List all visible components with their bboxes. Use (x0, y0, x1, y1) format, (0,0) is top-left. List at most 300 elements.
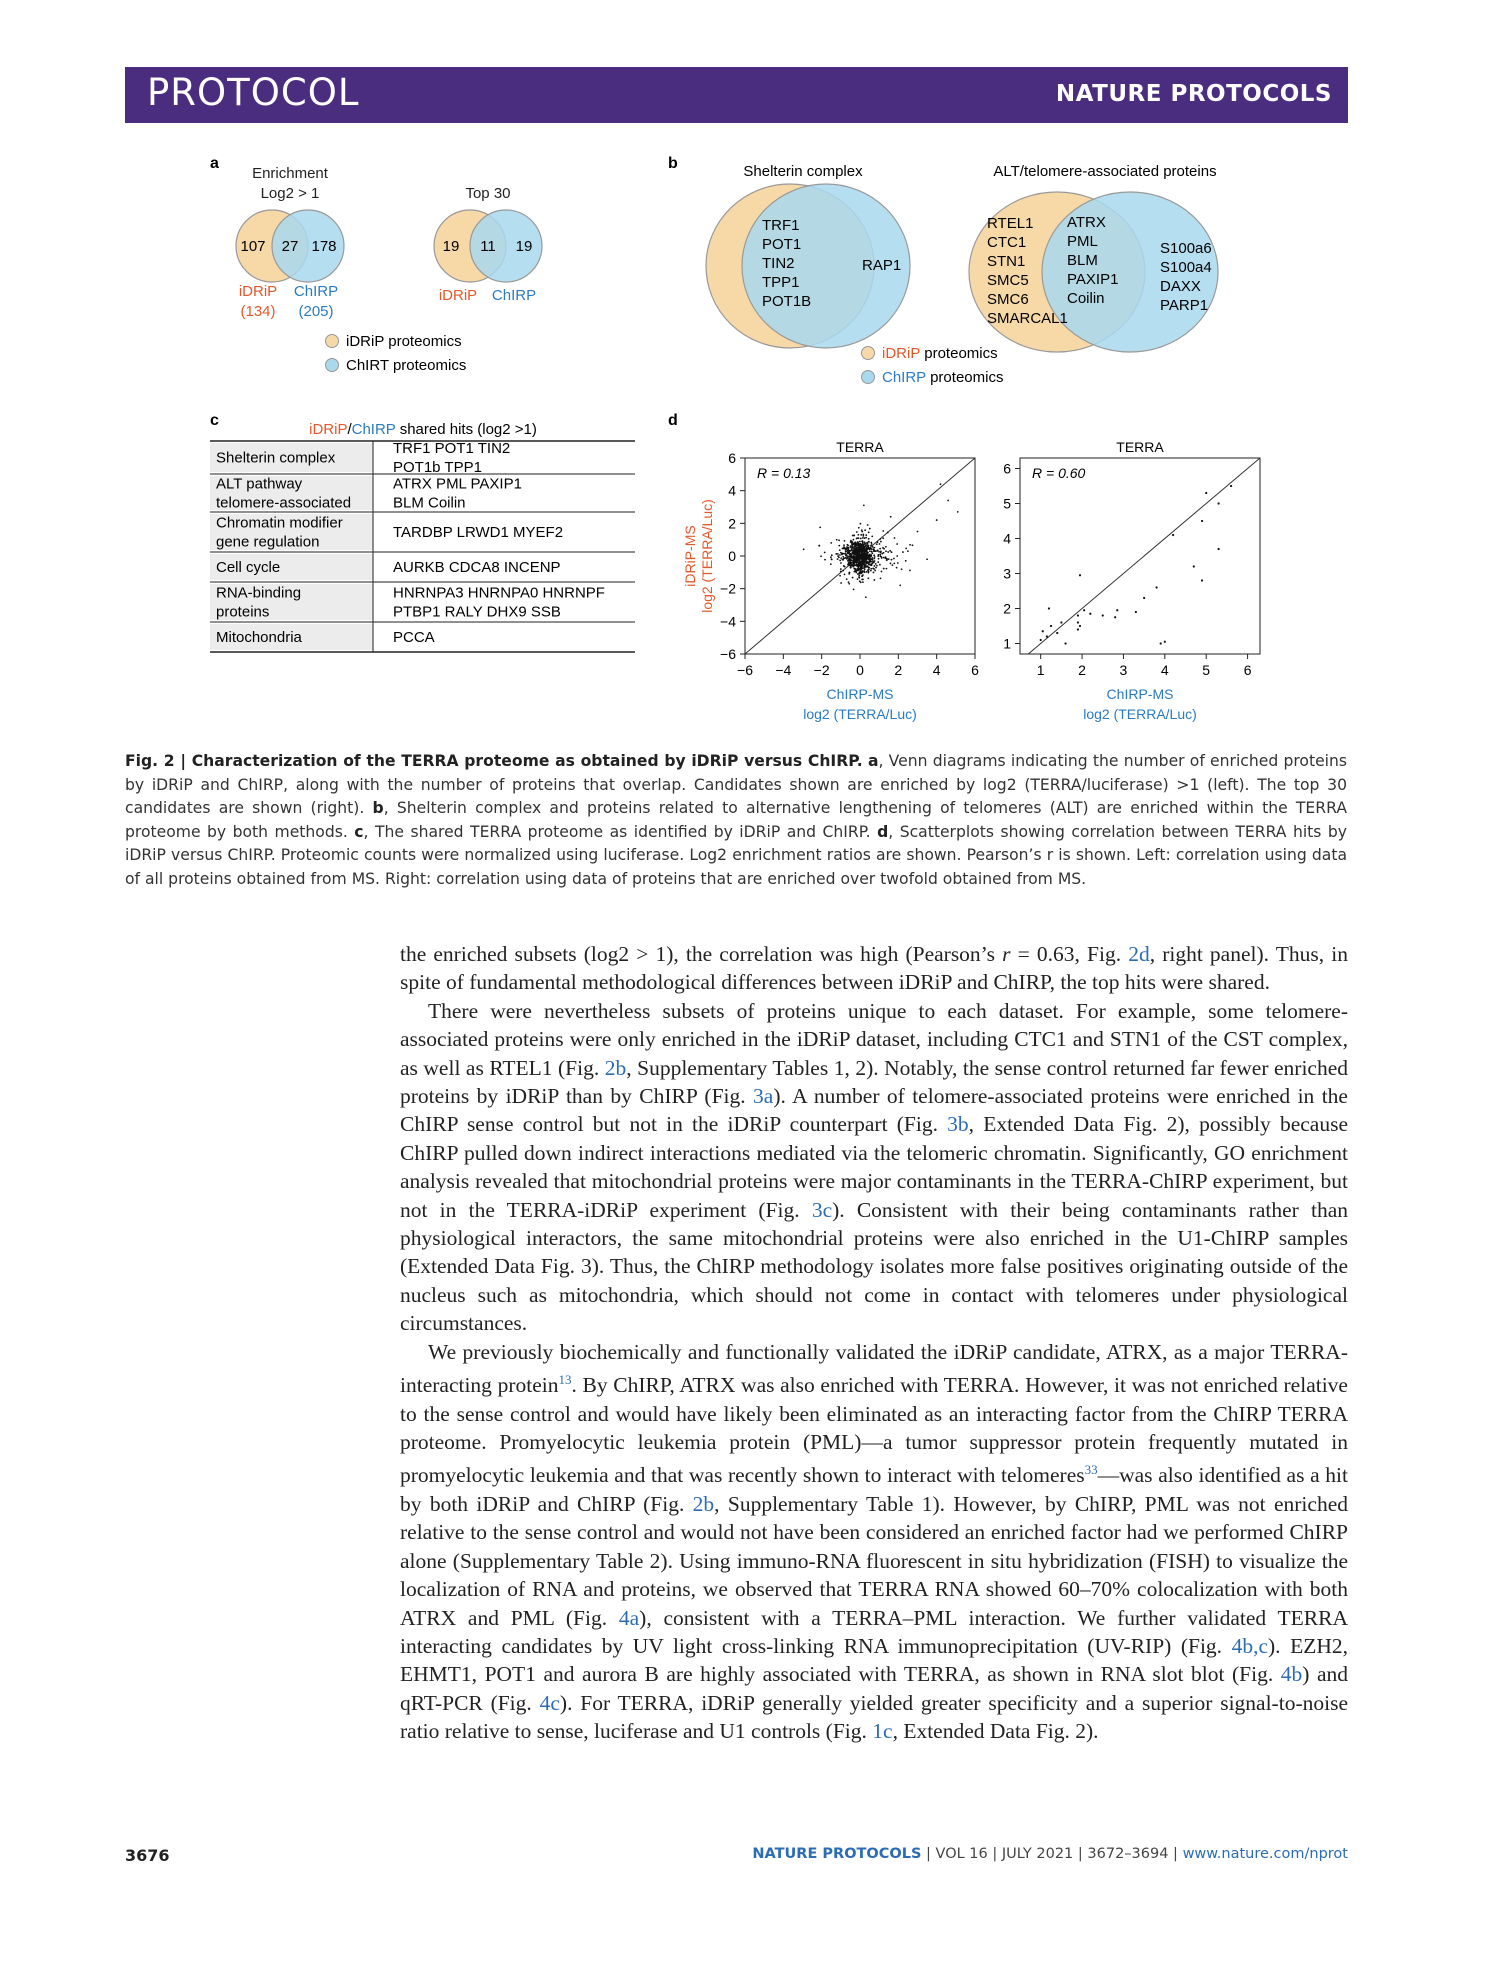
scatter-point (1077, 628, 1079, 630)
scatter-point (1064, 642, 1066, 644)
alt-daxx: DAXX (1160, 278, 1201, 295)
scatter-point (1218, 548, 1220, 550)
scatter-point (868, 547, 870, 549)
chart-title: TERRA (1116, 439, 1164, 455)
scatter-point (878, 558, 880, 560)
scatter-point (1230, 485, 1232, 487)
scatter-point (818, 545, 820, 547)
scatter-point (836, 539, 838, 541)
scatter-point (861, 564, 863, 566)
scatter-point (869, 528, 871, 530)
y-axis-label: iDRiP-MS (682, 525, 698, 587)
scatter-point (1201, 579, 1203, 581)
scatter-point (873, 572, 875, 574)
scatter-point (872, 546, 874, 548)
scatter-point (843, 544, 845, 546)
scatter-point (852, 560, 854, 562)
alt-title: ALT/telomere-associated proteins (993, 163, 1217, 180)
scatter-point (936, 519, 938, 521)
scatter-point (854, 559, 856, 561)
scatter-point (864, 546, 866, 548)
scatter-point (875, 563, 877, 565)
scatter-point (852, 557, 854, 559)
p3-s14: ). For TERRA, iDRiP generally yielded greater specificity and a superior signal-to-noise ratio relative to sense, luciferase and U1 controls (Fig. (400, 1690, 1348, 1744)
b-legend-idrip (882, 345, 998, 362)
scatter-point (844, 557, 846, 559)
scatter-point (879, 543, 881, 545)
scatter-point (853, 552, 855, 554)
body-text (400, 940, 1348, 1746)
alt-smc5: SMC5 (987, 272, 1029, 289)
scatter-point (867, 558, 869, 560)
p3-s8: ), consistent with a TERRA–PML interaction. We further validated TERRA interacting candidates by UV light cross-linking RNA immunoprecipitation (UV-RIP) (Fig. (400, 1605, 1348, 1659)
scatter-point (865, 561, 867, 563)
scatter-point (872, 562, 874, 564)
scatter-point (1218, 502, 1220, 504)
legend-idrip-swatch (326, 335, 339, 348)
scatter-point (853, 565, 855, 567)
scatter-point (846, 550, 848, 552)
p2-ref-2b[interactable]: 2b (604, 1055, 627, 1080)
scatter-point (893, 558, 895, 560)
scatter-point (871, 552, 873, 554)
venn1-idrip-total: (134) (240, 303, 276, 320)
scatter-point (819, 526, 821, 528)
scatter-point (858, 527, 860, 529)
scatter-point (868, 538, 870, 540)
scatter-left (682, 439, 979, 722)
scatter-point (877, 555, 879, 557)
scatter-point (858, 569, 860, 571)
scatter-point (860, 550, 862, 552)
venn1-right-count: 178 (311, 238, 337, 255)
alt-parp1: PARP1 (1160, 297, 1209, 314)
scatter-point (867, 551, 869, 553)
p3-s6: , Supplementary Table 1). However, by ChIRP, PML was not enriched relative to the sense control and would not have been considered an enriched factor had we performed ChIRP alone (Supplementary Table 2). Using immuno-RNA fluorescent in situ hybridization (FISH) to visualize the localization of RNA and proteins, we observed that TERRA RNA showed 60–70% colocalization with both ATRX and PML (Fig. (400, 1492, 1348, 1630)
table-category-text: Mitochondria (216, 629, 302, 646)
b-legend-chirp (882, 369, 1003, 386)
p3-ref-2b[interactable]: 2b (692, 1492, 715, 1517)
shelterin-pot1b: POT1B (762, 293, 812, 310)
scatter-point (866, 571, 868, 573)
p3-s16: , Extended Data Fig. 2). (892, 1719, 1099, 1744)
scatter-point (1050, 625, 1052, 627)
scatter-point (877, 550, 879, 552)
scatter-point (863, 556, 865, 558)
panel-d-letter: d (668, 412, 678, 429)
table-hits-text: AURKB CDCA8 INCENP (393, 559, 561, 576)
scatter-point (878, 551, 880, 553)
y-axis-label-2: log2 (TERRA/Luc) (699, 499, 715, 613)
scatter-point (917, 531, 919, 533)
scatter-point (848, 573, 850, 575)
scatter-point (853, 588, 855, 590)
panel-a-letter: a (210, 155, 219, 172)
y-tick-label: 2 (1003, 600, 1011, 617)
b-legend-idrip-swatch (862, 347, 875, 360)
y-tick-label: 4 (1003, 530, 1011, 547)
scatter-point (846, 546, 848, 548)
p2-ref-3a[interactable]: 3a (753, 1084, 774, 1109)
scatter-point (838, 539, 840, 541)
scatter-point (845, 548, 847, 550)
scatter-point (896, 555, 898, 557)
scatter-point (905, 548, 907, 550)
alt-smarcal1: SMARCAL1 (987, 310, 1068, 327)
scatter-point (869, 562, 871, 564)
caption-a: a (867, 752, 879, 770)
scatter-point (872, 559, 874, 561)
scatter-point (860, 572, 862, 574)
scatter-point (843, 565, 845, 567)
y-tick-label: 3 (1003, 565, 1011, 582)
scatter-point (858, 545, 860, 547)
scatter-point (855, 551, 857, 553)
venn1-chirp-total: (205) (298, 303, 334, 320)
b-legend-idrip-suffix: proteomics (924, 345, 998, 362)
scatter-point (862, 554, 864, 556)
scatter-point (837, 558, 839, 560)
table-category-text: Shelterin complex (216, 449, 336, 467)
correlation-annotation: R = 0.60 (1032, 465, 1086, 481)
x-axis-label-2: log2 (TERRA/Luc) (803, 706, 917, 722)
p1-s4: , right panel). Thus, in spite of fundamental methodological differences between iDRiP and ChIRP, the top hits were shared. (400, 942, 1348, 995)
p3-s0: We previously biochemically and functionally validated the iDRiP candidate, ATRX, as a major TERRA-interacting protein (400, 1339, 1348, 1398)
scatter-point (873, 558, 875, 560)
caption-b: b (372, 799, 384, 817)
alt-ctc1: CTC1 (987, 234, 1027, 251)
scatter-point (885, 546, 887, 548)
scatter-point (870, 542, 872, 544)
scatter-point (877, 541, 879, 543)
paragraph-1 (400, 940, 1348, 997)
scatter-point (1040, 639, 1042, 641)
figure-caption (125, 750, 1347, 891)
scatter-point (824, 552, 826, 554)
scatter-point (1155, 586, 1157, 588)
scatter-point (1079, 625, 1081, 627)
p2-s0: There were nevertheless subsets of proteins unique to each dataset. For example, some telomere-associated proteins were only enriched in the iDRiP dataset, including CTC1 and STN1 of the CST complex, as well as RTEL1 (Fig. (400, 998, 1348, 1080)
scatter-point (849, 559, 851, 561)
scatter-point (854, 544, 856, 546)
shelterin-trf1: TRF1 (762, 217, 800, 234)
scatter-point (874, 570, 876, 572)
table-category-text: ALT pathway (216, 475, 303, 493)
scatter-point (864, 567, 866, 569)
scatter-point (866, 547, 868, 549)
scatter-point (868, 531, 870, 533)
scatter-point (862, 581, 864, 583)
scatter-point (850, 556, 852, 558)
scatter-point (1193, 565, 1195, 567)
venn1-title-1: Enrichment (252, 165, 328, 182)
scatter-point (885, 550, 887, 552)
plot-frame (1020, 458, 1260, 654)
scatter-point (866, 545, 868, 547)
scatter-point (890, 563, 892, 565)
scatter-point (875, 567, 877, 569)
footer-citation: NATURE PROTOCOLS | VOL 16 | JULY 2021 | 3672–3694 | www.nature.com/nprot (752, 1846, 1348, 1862)
scatter-point (864, 541, 866, 543)
scatter-point (888, 558, 890, 560)
chart-title: TERRA (836, 439, 884, 455)
footer-pages: 3672–3694 (1087, 1846, 1169, 1862)
p2-ref-3c[interactable]: 3c (811, 1197, 833, 1222)
panel-b-letter: b (668, 155, 678, 172)
x-tick-label: 5 (1202, 662, 1211, 678)
scatter-point (860, 538, 862, 540)
scatter-point (885, 556, 887, 558)
scatter-point (851, 547, 853, 549)
paragraph-3 (400, 1338, 1348, 1746)
scatter-point (840, 562, 842, 564)
scatter-point (1114, 616, 1116, 618)
p2-s2: , Supplementary Tables 1, 2). Notably, the sense control returned far fewer enriched proteins by iDRiP than by ChIRP (Fig. (400, 1055, 1348, 1109)
scatter-point (867, 565, 869, 567)
scatter-point (839, 554, 841, 556)
p3-cite-13[interactable]: 13 (558, 1372, 572, 1388)
y-tick-label: 5 (1003, 495, 1011, 512)
table-row (210, 476, 522, 512)
x-tick-label: −6 (737, 662, 753, 678)
scatter-point (926, 558, 928, 560)
scatter-point (873, 554, 875, 556)
scatter-point (909, 544, 911, 546)
table-title-chirp: ChIRP (351, 421, 396, 438)
scatter-point (867, 577, 869, 579)
scatter-point (1135, 611, 1137, 613)
scatter-point (864, 529, 866, 531)
table-category-text: Chromatin modifier (216, 514, 343, 532)
scatter-point (859, 555, 861, 557)
y-tick-label: −4 (720, 613, 736, 630)
scatter-point (859, 523, 861, 525)
table-row (210, 584, 605, 621)
scatter-point (862, 541, 864, 543)
table-category-text: telomere-associated (216, 494, 352, 512)
scatter-point (905, 560, 907, 562)
p3-s10: ). EZH2, EHMT1, POT1 and aurora B are highly associated with TERRA, as shown in RNA slot blot (Fig. (400, 1634, 1348, 1687)
scatter-point (850, 555, 852, 557)
scatter-point (865, 564, 867, 566)
scatter-point (1077, 614, 1079, 616)
scatter-point (863, 504, 865, 506)
x-tick-label: 4 (1160, 662, 1169, 678)
scatter-point (865, 596, 867, 598)
p1-ref-2d[interactable]: 2d (1128, 942, 1150, 966)
x-tick-label: 2 (894, 662, 903, 678)
scatter-point (862, 571, 864, 573)
scatter-point (852, 577, 854, 579)
y-tick-label: 2 (728, 515, 736, 532)
alt-rtel1: RTEL1 (987, 215, 1034, 232)
caption-d: d (877, 822, 889, 841)
page-number: 3676 (125, 1846, 170, 1865)
scatter-point (859, 561, 861, 563)
scatter-point (1205, 492, 1207, 494)
p3-s12: ) and qRT-PCR (Fig. (400, 1662, 1348, 1715)
scatter-point (879, 538, 881, 540)
legend-idrip-text: iDRiP proteomics (346, 333, 462, 350)
alt-paxip1: PAXIP1 (1067, 271, 1119, 288)
scatter-point (868, 554, 870, 556)
scatter-point (848, 547, 850, 549)
scatter-point (841, 554, 843, 556)
scatter-point (882, 530, 884, 532)
scatter-point (957, 511, 959, 513)
scatter-right (1003, 439, 1260, 722)
x-axis-label-2: log2 (TERRA/Luc) (1083, 706, 1197, 722)
y-tick-label: 0 (728, 548, 736, 564)
scatter-point (890, 516, 892, 518)
scatter-point (897, 562, 899, 564)
scatter-point (868, 564, 870, 566)
scatter-point (856, 547, 858, 549)
section-label: PROTOCOL (147, 71, 360, 114)
x-tick-label: 3 (1119, 662, 1128, 678)
venn2-title: Top 30 (465, 185, 511, 202)
scatter-point (847, 557, 849, 559)
scatter-point (864, 553, 866, 555)
table-hits-text: PTBP1 RALY DHX9 SSB (393, 603, 561, 621)
footer-journal: NATURE PROTOCOLS (752, 1846, 922, 1862)
scatter-point (844, 540, 846, 542)
scatter-point (845, 551, 847, 553)
scatter-point (854, 554, 856, 556)
p3-cite-33[interactable]: 33 (1084, 1462, 1098, 1478)
p3-ref-1c[interactable]: 1c (872, 1719, 893, 1744)
scatter-point (857, 551, 859, 553)
p3-ref-4b[interactable]: 4b (1280, 1662, 1303, 1687)
scatter-point (865, 555, 867, 557)
scatter-point (856, 570, 858, 572)
scatter-point (840, 568, 842, 570)
scatter-point (862, 545, 864, 547)
p2-ref-3b[interactable]: 3b (947, 1112, 969, 1137)
scatter-point (902, 551, 904, 553)
scatter-point (881, 553, 883, 555)
y-tick-label: 6 (728, 450, 736, 466)
shelterin-tin2: TIN2 (762, 255, 795, 272)
scatter-point (856, 559, 858, 561)
scatter-point (858, 563, 860, 565)
x-tick-label: 6 (1243, 662, 1252, 678)
scatter-point (848, 581, 850, 583)
scatter-point (846, 578, 848, 580)
scatter-point (883, 568, 885, 570)
scatter-point (860, 543, 862, 545)
scatter-point (837, 555, 839, 557)
venn1-idrip-label: iDRiP (238, 283, 278, 300)
scatter-point (839, 549, 841, 551)
scatter-point (869, 550, 871, 552)
b-legend-chirp-suffix: proteomics (930, 369, 1004, 386)
scatter-point (882, 547, 884, 549)
table-title-idrip: iDRiP (309, 421, 348, 438)
caption-b-text: , Shelterin complex and proteins related to alternative lengthening of telomeres (ALT) are enriched within the TERRA proteome by both methods. (125, 799, 1347, 841)
scatter-point (865, 534, 867, 536)
caption-a-text: , Venn diagrams indicating the number of enriched proteins by iDRiP and ChIRP, along with the number of proteins that overlap. Candidates shown are enriched by log2 (TERRA/luciferase) >1 (left). The top 30 candidates are shown (right). (125, 752, 1347, 817)
scatter-point (866, 554, 868, 556)
scatter-point (862, 535, 864, 537)
scatter-point (859, 580, 861, 582)
p2-s6: , Extended Data Fig. 2), possibly because ChIRP pulled down indirect interactions mediated via the telomeric chromatin. Significantly, GO enrichment analysis revealed that mitochondrial proteins were major contaminants in the TERRA-ChIRP experiment, but not in the TERRA-iDRiP experiment (Fig. (400, 1112, 1348, 1222)
figure-2 (0, 0, 1489, 750)
venn1-left-count: 107 (240, 238, 266, 255)
y-tick-label: 4 (728, 482, 736, 499)
scatter-point (865, 557, 867, 559)
correlation-annotation: R = 0.13 (757, 465, 811, 481)
scatter-point (891, 564, 893, 566)
scatter-point (880, 552, 882, 554)
scatter-point (1172, 534, 1174, 536)
scatter-point (849, 550, 851, 552)
scatter-point (874, 550, 876, 552)
scatter-point (863, 550, 865, 552)
scatter-point (851, 541, 853, 543)
x-tick-label: 6 (971, 662, 979, 678)
p1-s2: = 0.63, Fig. (1010, 942, 1129, 966)
scatter-point (861, 562, 863, 564)
scatter-point (889, 550, 891, 552)
scatter-point (1160, 642, 1162, 644)
scatter-point (842, 556, 844, 558)
shelterin-rap1: RAP1 (862, 257, 902, 274)
p3-ref-4c[interactable]: 4c (539, 1690, 560, 1715)
scatter-point (824, 559, 826, 561)
p1-r: r (1002, 942, 1011, 966)
scatter-point (874, 565, 876, 567)
scatter-point (880, 577, 882, 579)
scatter-point (871, 564, 873, 566)
scatter-point (848, 562, 850, 564)
scatter-point (858, 575, 860, 577)
table-hits-text: HNRNPA3 HNRNPA0 HNRNPF (393, 584, 605, 602)
p3-ref-4bc[interactable]: 4b,c (1231, 1634, 1269, 1659)
scatter-point (1083, 609, 1085, 611)
scatter-point (853, 568, 855, 570)
b-legend-chirp-name: ChIRP (882, 369, 926, 386)
x-tick-label: 1 (1036, 662, 1045, 678)
scatter-point (870, 547, 872, 549)
scatter-point (820, 555, 822, 557)
scatter-point (842, 559, 844, 561)
scatter-point (860, 566, 862, 568)
scatter-point (881, 557, 883, 559)
scatter-point (868, 541, 870, 543)
shelterin-tpp1: TPP1 (762, 274, 800, 291)
legend-chirt-text: ChIRT proteomics (346, 357, 467, 374)
scatter-point (850, 567, 852, 569)
scatter-point (853, 571, 855, 573)
venn1-title-2: Log2 > 1 (260, 185, 320, 202)
scatter-point (869, 558, 871, 560)
venn2-chirp-label: ChIRP (491, 287, 537, 304)
scatter-point (896, 567, 898, 569)
footer-url[interactable]: www.nature.com/nprot (1182, 1846, 1348, 1862)
b-legend-chirp-swatch (862, 371, 875, 384)
scatter-point (861, 531, 863, 533)
scatter-point (879, 554, 881, 556)
p3-ref-4a[interactable]: 4a (618, 1605, 640, 1630)
x-axis-label: ChIRP-MS (826, 686, 894, 702)
footer-date: JULY 2021 (1001, 1846, 1074, 1862)
scatter-point (859, 541, 861, 543)
scatter-point (873, 568, 875, 570)
y-tick-label: 1 (1003, 635, 1011, 652)
table-category-text: proteins (216, 603, 270, 621)
scatter-point (909, 570, 911, 572)
